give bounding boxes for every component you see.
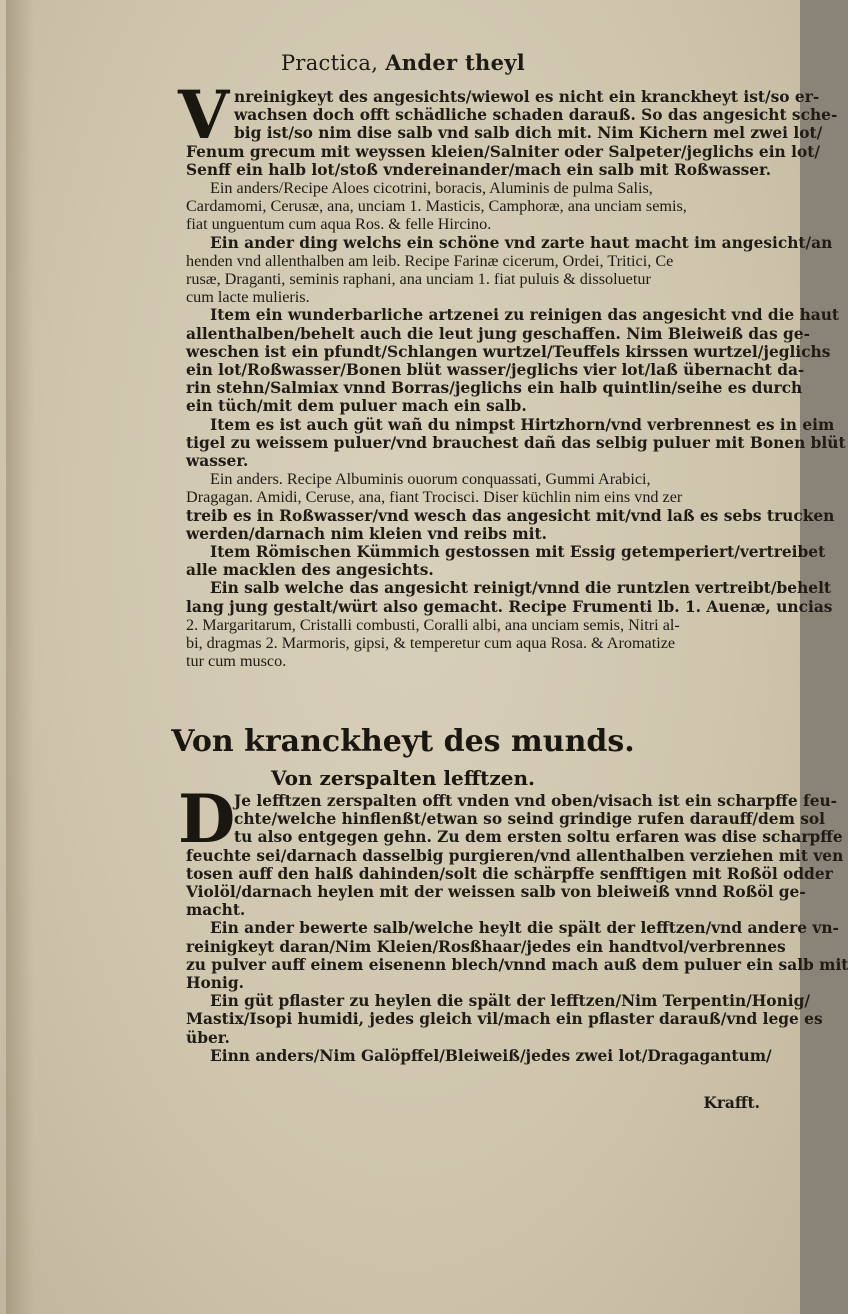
text-line: tur cum musco. xyxy=(186,652,287,671)
text-line: 2. Margaritarum, Cristalli combusti, Coralli albi, ana unciam semis, Nitri al- xyxy=(186,615,680,634)
text-line: Senff ein halb lot/stoß vndereinander/mach ein salb mit Roßwasser. xyxy=(186,160,772,179)
text-line: reinigkeyt daran/Nim Kleien/Rosßhaar/jedes ein handtvol/verbrennes xyxy=(186,937,786,956)
text-line: Honig. xyxy=(186,974,244,993)
text-line: Ein güt pflaster zu heylen die spält der lefftzen/Nim Terpentin/Honig/ xyxy=(210,992,810,1011)
text-line: wasser. xyxy=(186,452,249,471)
text-line: tu also entgegen gehn. Zu dem ersten soltu erfaren was dise scharpffe xyxy=(234,828,843,847)
text-line: Fenum grecum mit weyssen kleien/Salniter oder Salpeter/jeglichs ein lot/ xyxy=(186,142,820,161)
text-line: Item es ist auch güt wañ du nimpst Hirtzhorn/vnd verbrennest es in eim xyxy=(210,415,835,434)
text-line: ein lot/Roßwasser/Bonen blüt wasser/jeglichs vier lot/laß übernacht da- xyxy=(186,361,805,380)
section-title: Von kranckheyt des munds. xyxy=(171,724,635,759)
text-line: Cardamomi, Cerusæ, ana, unciam 1. Masticis, Camphoræ, ana unciam semis, xyxy=(186,197,687,216)
text-line: weschen ist ein pfundt/Schlangen wurtzel/Teuffels kirssen wurtzel/jeglichs xyxy=(186,342,831,361)
text-line: Ein ander ding welchs ein schöne vnd zarte haut macht im angesicht/an xyxy=(210,233,833,252)
text-line: Item Römischen Kümmich gestossen mit Essig getemperiert/vertreibet xyxy=(210,543,826,562)
text-line: macht. xyxy=(186,901,246,920)
text-line: Einn anders/Nim Galöpffel/Bleiweiß/jedes zwei lot/Dragagantum/ xyxy=(210,1046,772,1065)
text-line: Dragagan. Amidi, Ceruse, ana, fiant Trocisci. Diser küchlin nim eins vnd zer xyxy=(186,488,683,507)
text-block-1 xyxy=(186,88,846,671)
text-line: bi, dragmas 2. Marmoris, gipsi, & temperetur cum aqua Rosa. & Aromatize xyxy=(186,634,676,653)
text-line: lang jung gestalt/würt also gemacht. Recipe Frumenti lb. 1. Auenæ, uncias xyxy=(186,597,833,616)
text-line: tigel zu weissem puluer/vnd brauchest dañ das selbig puluer mit Bonen blüt xyxy=(186,433,846,452)
text-line: henden vnd allenthalben am leib. Recipe Farinæ cicerum, Ordei, Tritici, Ce xyxy=(186,251,674,270)
text-line: werden/darnach nim kleien vnd reibs mit. xyxy=(186,524,547,543)
catchword: Krafft. xyxy=(703,1094,760,1112)
text-line: Ein ander bewerte salb/welche heylt die spält der lefftzen/vnd andere vn- xyxy=(210,919,839,938)
text-line: Ein anders. Recipe Albuminis ouorum conquassati, Gummi Arabici, xyxy=(210,470,651,489)
text-line: feuchte sei/darnach dasselbig purgieren/vnd allenthalben verziehen mit ven xyxy=(186,846,844,865)
header-right: Ander theyl xyxy=(385,50,526,75)
text-line: alle macklen des angesichts. xyxy=(186,561,434,580)
text-line: rusæ, Draganti, seminis raphani, ana unciam 1. fiat puluis & dissoluetur xyxy=(186,270,651,289)
text-line: Ein salb welche das angesicht reinigt/vnnd die runtzlen vertreibt/behelt xyxy=(210,579,832,598)
text-line: Mastix/Isopi humidi, jedes gleich vil/mach ein pflaster darauß/vnd lege es xyxy=(186,1010,823,1029)
text-line: über. xyxy=(186,1028,230,1047)
text-line: Je lefftzen zerspalten offt vnden vnd oben/visach ist ein scharpffe feu- xyxy=(234,792,838,810)
text-line: big ist/so nim dise salb vnd salb dich mit. Nim Kichern mel zwei lot/ xyxy=(234,124,823,143)
text-line: fiat unguentum cum aqua Ros. & felle Hircino. xyxy=(186,215,492,234)
text-block-2 xyxy=(186,792,848,1065)
text-line: rin stehn/Salmiax vnnd Borras/jeglichs ein halb quintlin/seihe es durch xyxy=(186,379,803,398)
drop-cap-v: V xyxy=(178,76,230,154)
drop-cap-d: D xyxy=(178,780,236,858)
text-line: treib es in Roßwasser/vnd wesch das angesicht mit/vnd laß es sebs trucken xyxy=(186,506,835,525)
text-line: Item ein wunderbarliche artzenei zu reinigen das angesicht vnd die haut xyxy=(210,306,840,325)
text-line: wachsen doch offt schädliche schaden darauß. So das angesicht sche- xyxy=(234,106,838,125)
text-line: tosen auff den halß dahinden/solt die schärpffe senfftigen mit Roßöl odder xyxy=(186,864,833,883)
text-line: allenthalben/behelt auch die leut jung geschaffen. Nim Bleiweiß das ge- xyxy=(186,324,810,343)
book-page xyxy=(6,0,848,1314)
text-line: Violöl/darnach heylen mit der weissen salb von bleiweiß vnnd Roßöl ge- xyxy=(186,883,806,902)
text-line: Ein anders/Recipe Aloes cicotrini, boracis, Aluminis de pulma Salis, xyxy=(210,179,653,198)
running-header xyxy=(6,50,800,75)
text-line: zu pulver auff einem eisenenn blech/vnnd mach auß dem puluer ein salb mit xyxy=(186,955,848,974)
header-left: Practica, xyxy=(280,51,379,75)
subsection-title: Von zerspalten lefftzen. xyxy=(271,766,535,790)
text-line: cum lacte mulieris. xyxy=(186,288,310,307)
text-line: nreinigkeyt des angesichts/wiewol es nicht ein kranckheyt ist/so er- xyxy=(234,88,820,106)
text-line: chte/welche hinflenßt/etwan so seind grindige rufen darauff/dem sol xyxy=(234,810,825,829)
text-line: ein tüch/mit dem puluer mach ein salb. xyxy=(186,397,527,416)
